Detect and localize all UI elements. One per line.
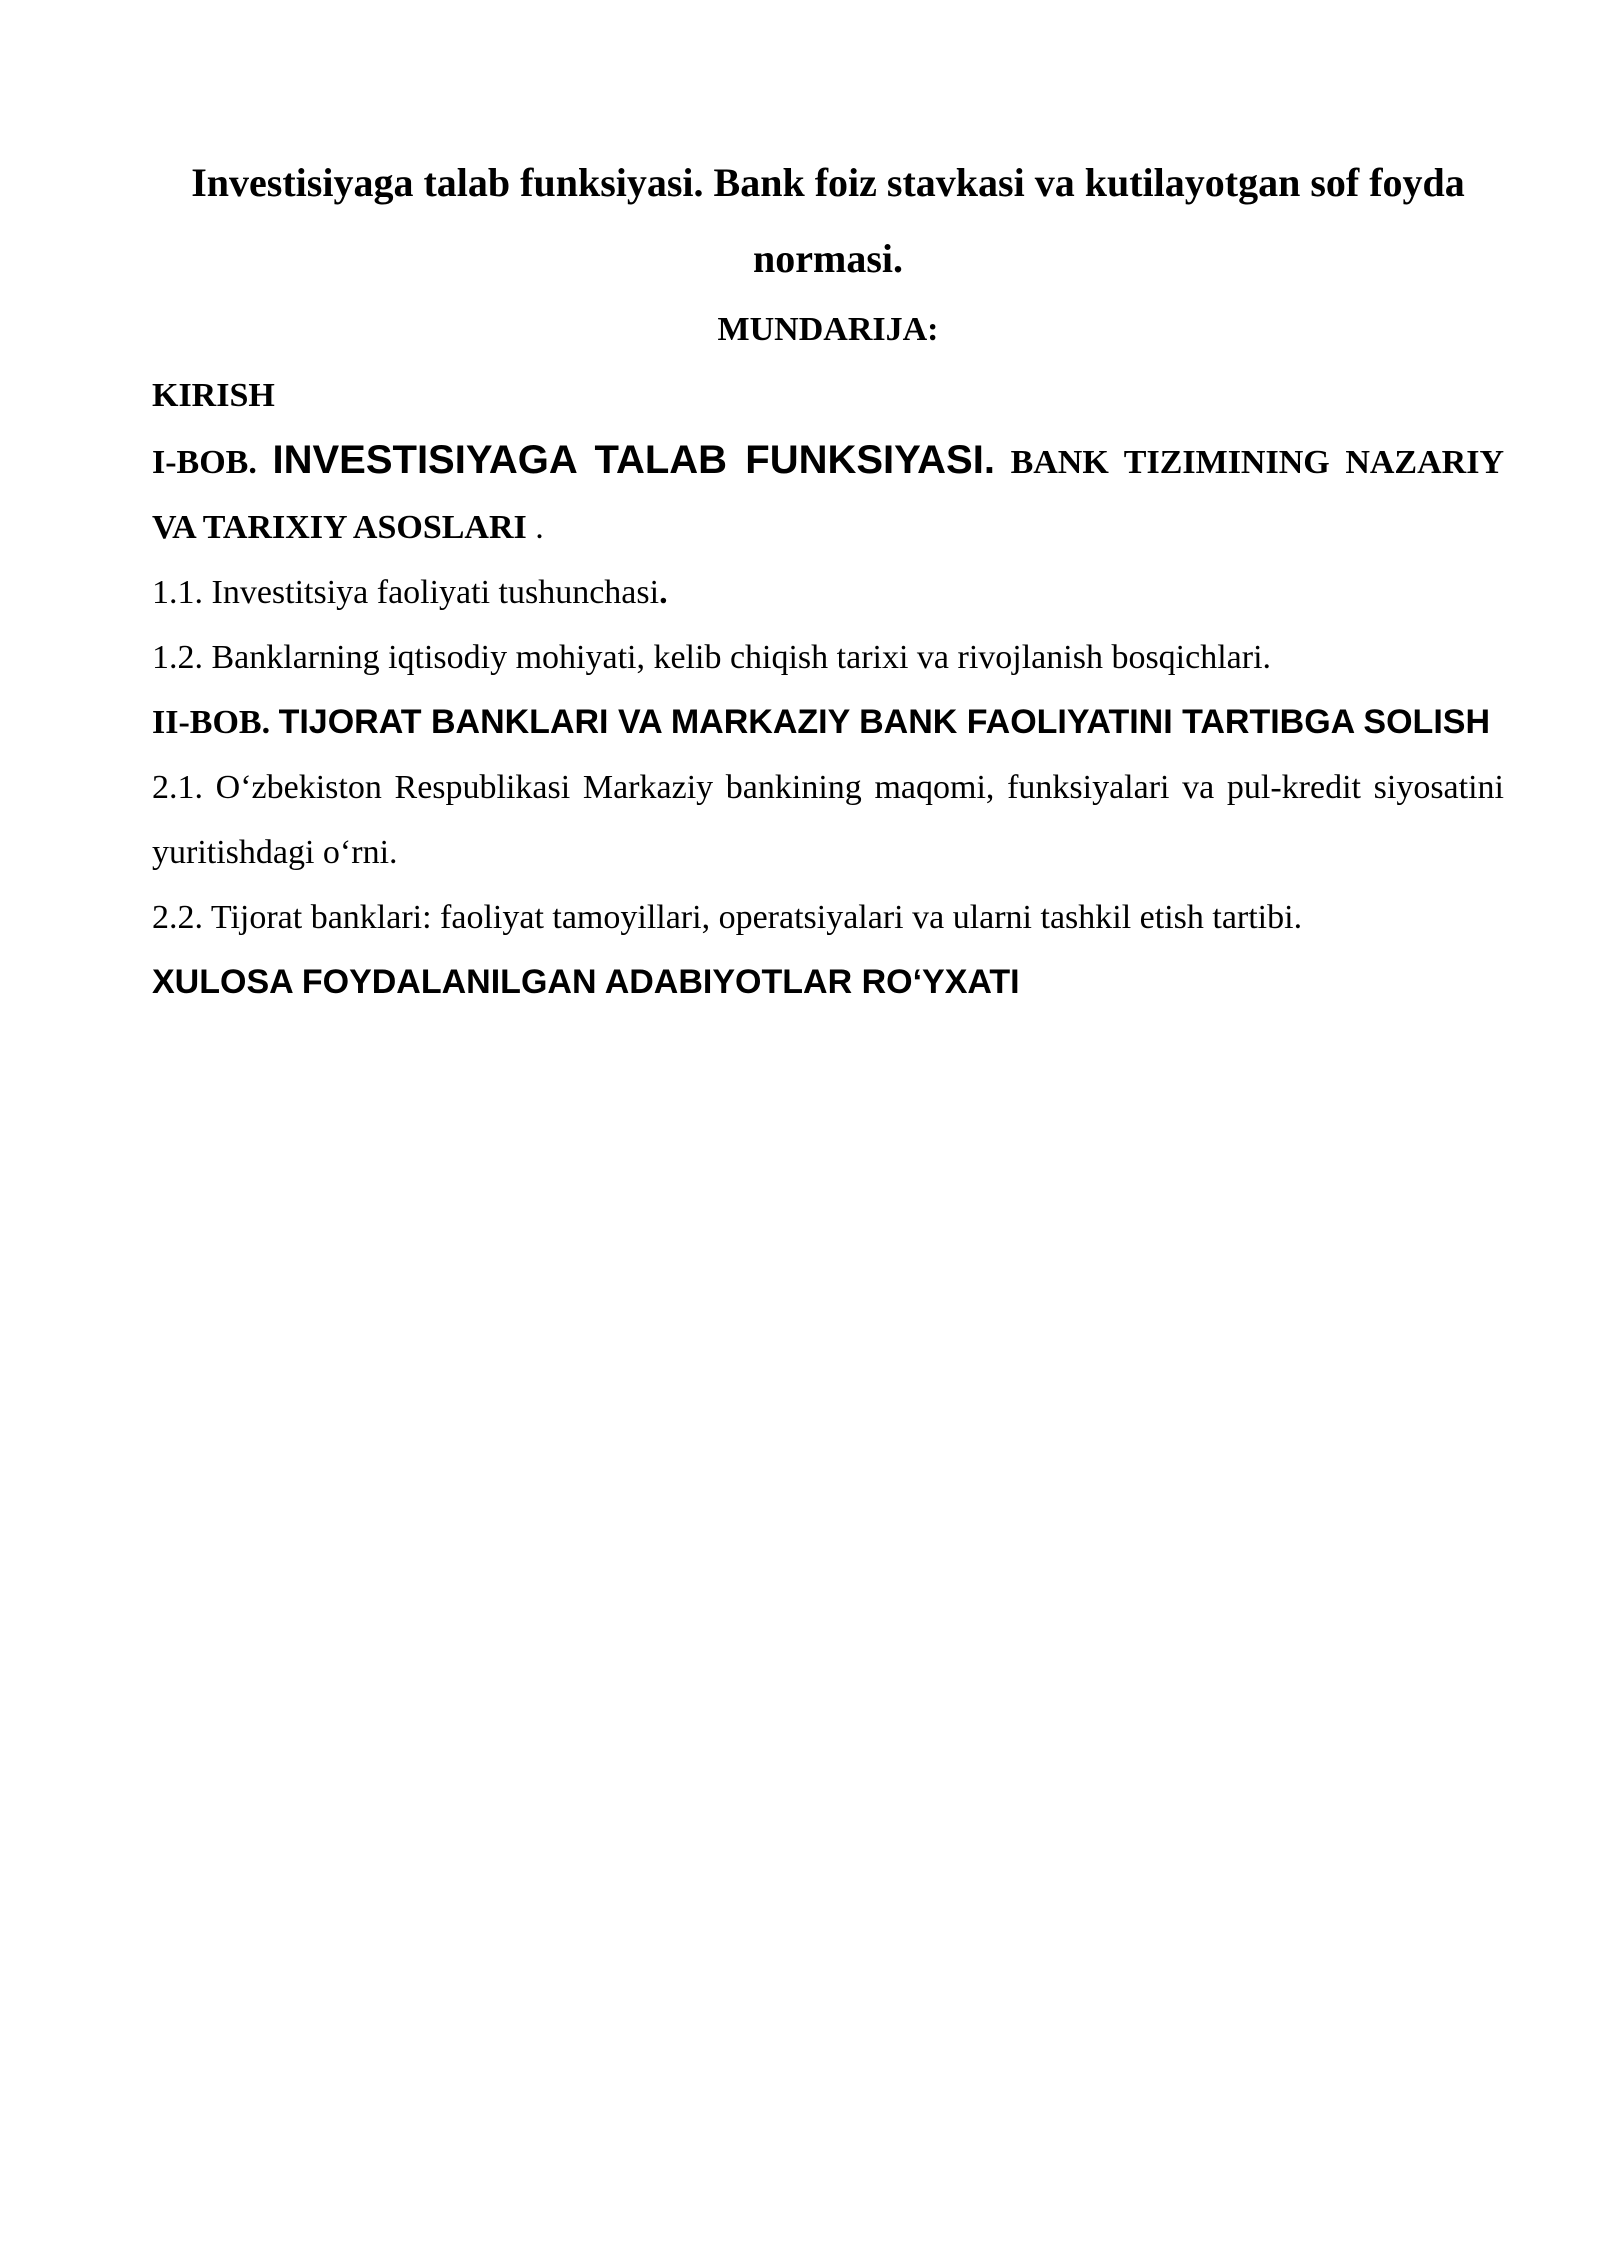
document-page — [152, 145, 1504, 1015]
toc-item-section-1-1 — [152, 560, 1504, 625]
toc-item-section-2-1: 2.1. O‘zbekiston Respublikasi Markaziy bankining maqomi, funksiyalari va pul-kredit siyosatini yuritishdagi o‘rni. — [152, 769, 1504, 871]
section-1-1-text: 1.1. Investitsiya faoliyati tushunchasi — [152, 574, 660, 611]
toc-item-chapter-1 — [152, 428, 1504, 560]
chapter-1-title-rest: BANK TIZIMINING NAZARIY VA TARIXIY ASOSLARI — [152, 444, 1504, 546]
toc-item-conclusion: XULOSA FOYDALANILGAN ADABIYOTLAR RO‘YXATI — [152, 963, 1020, 1001]
document-title: Investisiyaga talab funksiyasi. Bank foiz stavkasi va kutilayotgan sof foyda normasi. — [191, 160, 1465, 281]
toc-item-intro: KIRISH — [152, 377, 275, 414]
toc-heading: MUNDARIJA: — [717, 311, 939, 348]
table-of-contents — [152, 363, 1504, 1015]
toc-item-section-1-2: 1.2. Banklarning iqtisodiy mohiyati, kelib chiqish tarixi va rivojlanish bosqichlari. — [152, 639, 1272, 676]
toc-item-section-2-2: 2.2. Tijorat banklari: faoliyat tamoyillari, operatsiyalari va ularni tashkil etish tartibi. — [152, 899, 1303, 936]
toc-item-chapter-2 — [152, 690, 1504, 755]
chapter-1-trailing: . — [535, 509, 544, 546]
chapter-2-title: TIJORAT BANKLARI VA MARKAZIY BANK FAOLIYATINI TARTIBGA SOLISH — [278, 703, 1490, 741]
chapter-1-title-main: INVESTISIYAGA TALAB FUNKSIYASI. — [272, 438, 995, 482]
chapter-1-prefix: I-BOB. — [152, 444, 257, 481]
chapter-2-prefix: II-BOB. — [152, 704, 271, 741]
section-1-1-trailing: . — [659, 574, 668, 611]
